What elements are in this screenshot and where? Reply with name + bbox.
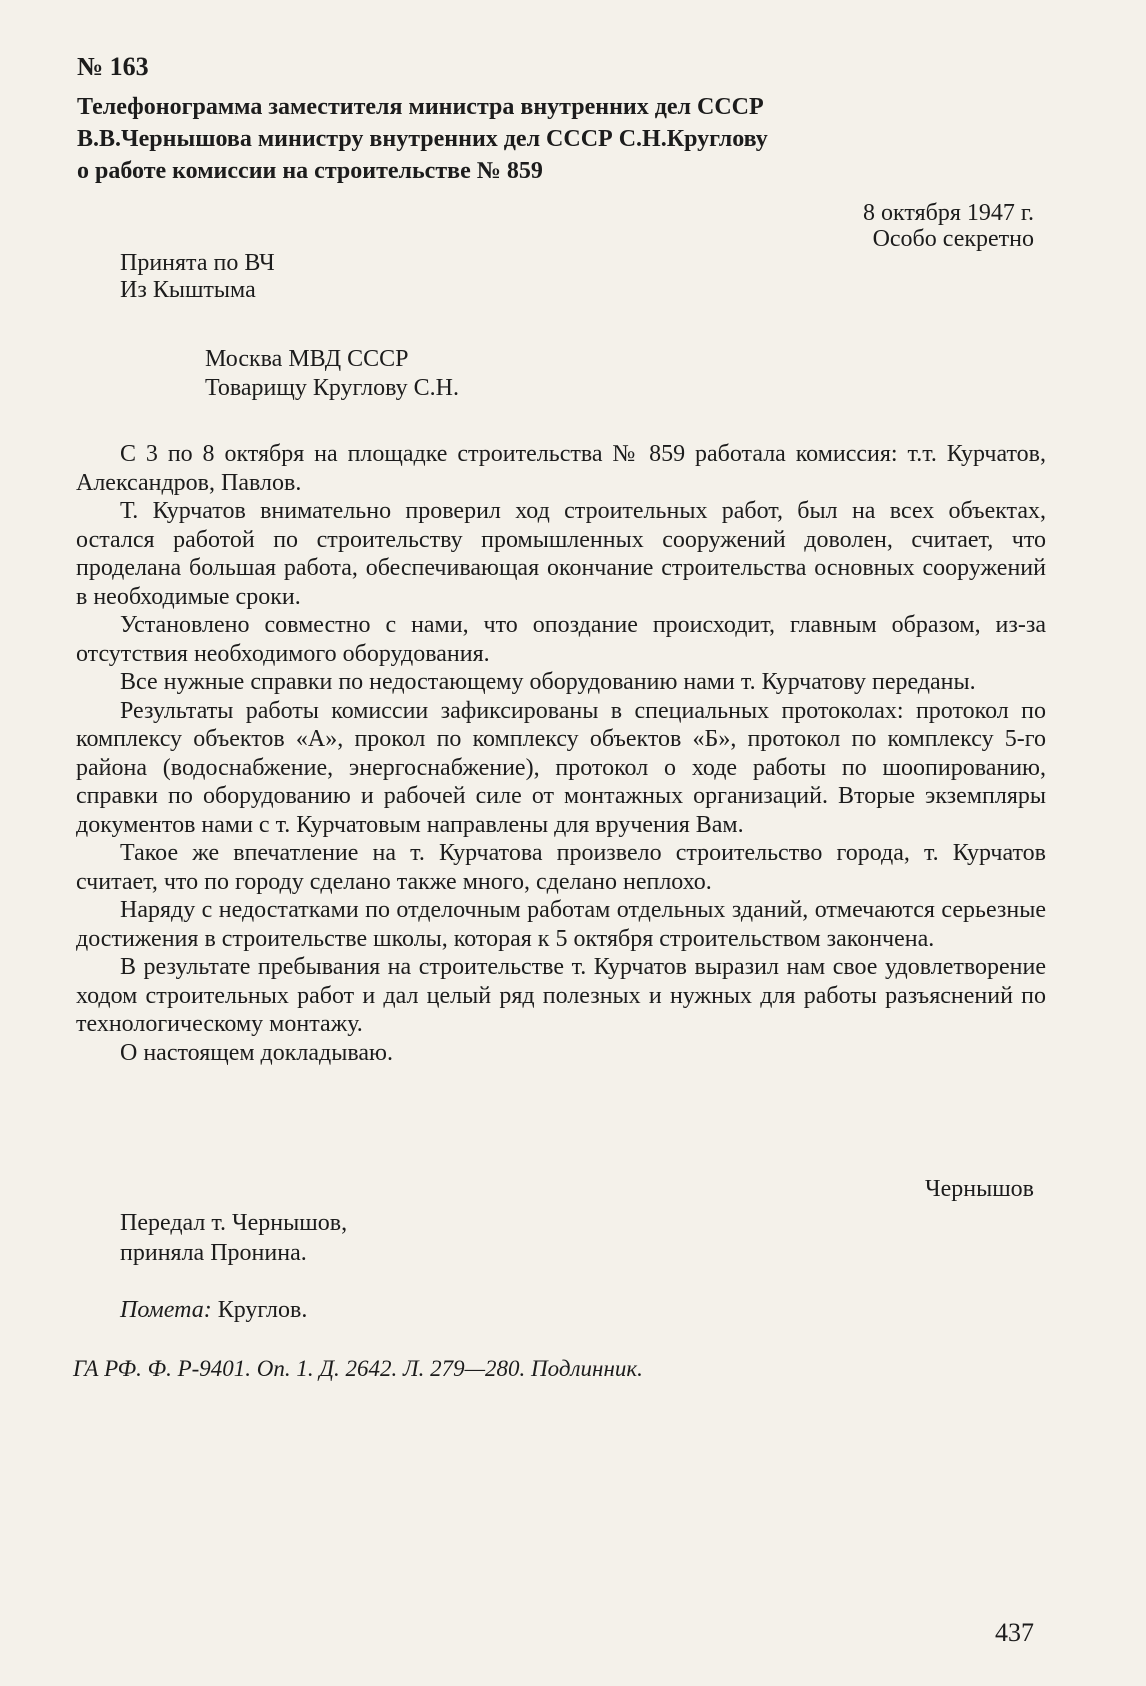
transmitted-by: Передал т. Чернышов,: [120, 1210, 348, 1236]
address-line: Москва МВД СССР: [205, 346, 409, 372]
title-line: о работе комиссии на строительстве № 859: [77, 158, 543, 184]
paragraph: Такое же впечатление на т. Курчатова произвело строительство города, т. Курчатов считает, что по городу сделано также много, сделано неплохо.: [76, 840, 1046, 895]
received-by: приняла Пронина.: [120, 1240, 307, 1266]
message-body: [76, 440, 1046, 1067]
received-via: Принята по ВЧ: [120, 250, 275, 276]
title-line: В.В.Чернышова министру внутренних дел СССР С.Н.Круглову: [77, 126, 768, 152]
page-number: 437: [995, 1618, 1034, 1647]
received-from: Из Кыштыма: [120, 277, 256, 303]
paragraph: Т. Курчатов внимательно проверил ход строительных работ, был на всех объектах, остался работой по строительству промышленных сооружений доволен, считает, что проделана большая работа, обеспечивающая окончание строительства основных сооружений в необходимые сроки.: [76, 498, 1046, 610]
archive-source: ГА РФ. Ф. Р-9401. Оп. 1. Д. 2642. Л. 279—280. Подлинник.: [73, 1356, 643, 1381]
classification-mark: Особо секретно: [872, 226, 1034, 252]
paragraph: Установлено совместно с нами, что опоздание происходит, главным образом, из-за отсутствия необходимого оборудования.: [76, 612, 1046, 667]
paragraph: В результате пребывания на строительстве т. Курчатов выразил нам свое удовлетворение ходом строительных работ и дал целый ряд полезных и нужных для работы разъяснений по технологическому монтажу.: [76, 954, 1046, 1037]
annotation-note: [120, 1297, 307, 1324]
document-date: 8 октября 1947 г.: [863, 200, 1034, 226]
paragraph: Наряду с недостатками по отделочным работам отдельных зданий, отмечаются серьезные достижения в строительстве школы, которая к 5 октября строительством закончена.: [76, 897, 1046, 952]
document-number: № 163: [77, 52, 149, 81]
document-title: [77, 91, 977, 187]
note-text: Круглов.: [211, 1297, 308, 1323]
note-label: Помета:: [120, 1297, 212, 1323]
paragraph: С 3 по 8 октября на площадке строительства № 859 работала комиссия: т.т. Курчатов, Александров, Павлов.: [76, 441, 1046, 496]
paragraph: Все нужные справки по недостающему оборудованию нами т. Курчатову переданы.: [120, 669, 976, 695]
addressee: Товарищу Круглову С.Н.: [205, 375, 459, 401]
paragraph: О настоящем докладываю.: [120, 1039, 393, 1066]
paragraph: Результаты работы комиссии зафиксированы в специальных протоколах: протокол по комплексу объектов «А», прокол по комплексу объектов «Б», протокол по комплексу 5-го района (водоснабжение, энергоснабжение), протокол о ходе работы по шоопированию, справки по оборудованию и рабочей силе от монтажных организаций. Вторые экземпляры документов нами с т. Курчатовым направлены для вручения Вам.: [76, 697, 1046, 838]
title-line: Телефонограмма заместителя министра внутренних дел СССР: [77, 94, 764, 120]
signer-name: Чернышов: [924, 1176, 1034, 1202]
